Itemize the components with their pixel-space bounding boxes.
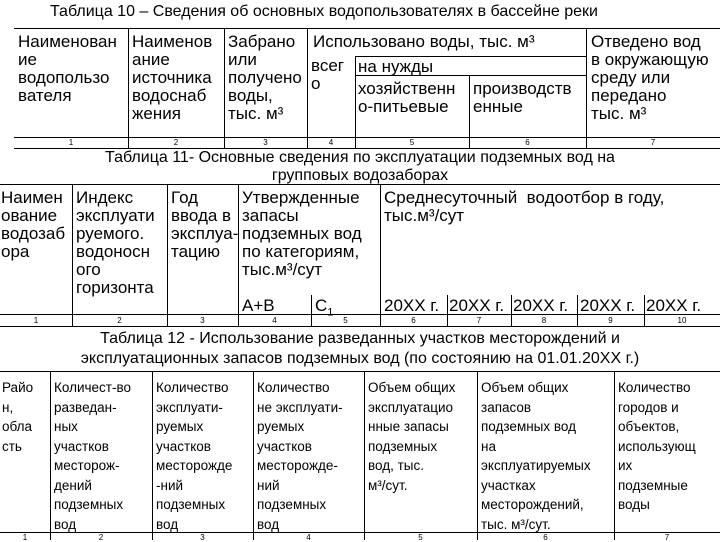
column-number: 3 bbox=[200, 316, 205, 325]
column-number: 7 bbox=[476, 316, 482, 325]
header-district: Райо н, обла сть bbox=[2, 380, 34, 454]
table-10-col-divider bbox=[355, 56, 356, 148]
table-10-col-divider bbox=[307, 28, 308, 148]
table-11-col-divider bbox=[380, 184, 381, 326]
table-12-col-divider bbox=[477, 371, 478, 540]
table-10-number-row-border bbox=[14, 137, 720, 138]
table-10-col-divider bbox=[469, 75, 470, 148]
header-production: производств енные bbox=[473, 79, 572, 116]
column-number: 3 bbox=[200, 533, 205, 542]
table-11-bottom-border bbox=[0, 326, 720, 327]
column-number: 10 bbox=[677, 316, 687, 325]
column-number: 4 bbox=[306, 533, 311, 542]
header-year: 20ХХ г. bbox=[646, 296, 702, 315]
table-12-col-divider bbox=[50, 371, 51, 540]
header-daily-withdrawal: Среднесуточный водоотбор в году, тыс.м³/сут bbox=[384, 188, 665, 225]
header-needs: на нужды bbox=[358, 57, 434, 76]
header-year: 20ХХ г. bbox=[513, 296, 569, 315]
column-number: 9 bbox=[608, 316, 613, 325]
column-number: 2 bbox=[98, 533, 104, 542]
header-discharged: Отведено вод в окружающую среду или передано тыс. м³ bbox=[591, 32, 709, 123]
table-11-title-line1: Таблица 11- Основные сведения по эксплуатации подземных вод на bbox=[105, 149, 615, 166]
header-user-name: Наименован ие водопользо вателя bbox=[18, 32, 117, 105]
header-exploited-reserves: Объем общих запасов подземных вод на эксплуатируемых участках месторождений, тыс. м³/сут. bbox=[481, 380, 591, 532]
table-12-col-divider bbox=[364, 371, 365, 540]
table-10-col-divider bbox=[128, 28, 129, 148]
header-total-reserves: Объем общих эксплуатацио нные запасы подземных вод, тыс. м³/сут. bbox=[368, 380, 456, 493]
table-11-top-border bbox=[0, 184, 720, 185]
table-10-top-border bbox=[14, 28, 720, 29]
column-number: 4 bbox=[272, 316, 277, 325]
header-aquifer-index: Индекс эксплуати руемого. водоносн ого горизонта bbox=[76, 188, 155, 297]
column-number: 6 bbox=[525, 138, 530, 147]
column-number: 8 bbox=[541, 316, 547, 325]
column-number: 1 bbox=[22, 533, 28, 542]
header-year: 20ХХ г. bbox=[384, 296, 440, 315]
column-number: 5 bbox=[418, 533, 423, 542]
column-number: 2 bbox=[117, 316, 122, 325]
header-exploited-sites: Количество эксплуати- руемых участков месторожде -ний подземных вод bbox=[156, 380, 233, 532]
header-source-name: Наименов ание источника водоснаб жения bbox=[132, 32, 213, 123]
header-explored-sites: Количест-во разведан- ных участков месторож- дений подземных вод bbox=[54, 380, 131, 532]
header-withdrawn: Забрано или получено воды, тыс. м³ bbox=[228, 32, 302, 123]
column-number: 5 bbox=[343, 316, 348, 325]
column-number: 5 bbox=[409, 138, 415, 147]
column-number: 3 bbox=[263, 138, 268, 147]
table-11-col-divider bbox=[167, 184, 168, 326]
table-12-col-divider bbox=[152, 371, 153, 540]
header-total: всег о bbox=[311, 56, 344, 93]
column-number: 1 bbox=[68, 138, 74, 147]
column-number: 1 bbox=[33, 316, 39, 325]
column-number: 2 bbox=[173, 138, 179, 147]
header-year: 20ХХ г. bbox=[449, 296, 505, 315]
header-category-c1: $С_1$ bbox=[315, 296, 334, 319]
table-12-top-border bbox=[0, 371, 720, 372]
header-unexploited-sites: Количество не эксплуати- руемых участков месторожде- ний подземных вод bbox=[257, 380, 343, 532]
table-10-title: Таблица 10 – Сведения об основных водопользователях в бассейне реки bbox=[50, 3, 598, 20]
table-12-title-line1: Таблица 12 - Использование разведанных участков месторождений и bbox=[100, 330, 620, 347]
header-intake-name: Наимен ование водозаб ора bbox=[1, 188, 66, 261]
column-number: 6 bbox=[411, 316, 416, 325]
header-category-ab: А+В bbox=[242, 296, 275, 315]
header-household: хозяйственн о-питьевые bbox=[358, 79, 456, 116]
table-12-col-divider bbox=[253, 371, 254, 540]
table-12-title-line2: эксплуатационных запасов подземных вод (по состоянию на 01.01.20ХХ г.) bbox=[80, 350, 640, 367]
header-commissioning-year: Год ввода в эксплуа- тацию bbox=[171, 188, 239, 261]
header-cities-objects: Количество городов и объектов, использующ их подземные воды bbox=[618, 380, 696, 512]
header-approved-reserves: Утвержденные запасы подземных вод по категориям, тыс.м³/сут bbox=[242, 188, 362, 279]
table-11-title-line2: групповых водозаборах bbox=[271, 167, 449, 184]
table-12-col-divider bbox=[614, 371, 615, 540]
column-number: 7 bbox=[664, 533, 670, 542]
column-number: 4 bbox=[328, 138, 334, 147]
column-number: 7 bbox=[650, 138, 656, 147]
table-10-col-divider bbox=[224, 28, 225, 148]
table-11-col-divider bbox=[72, 184, 73, 326]
header-year: 20ХХ г. bbox=[580, 296, 636, 315]
header-water-used: Использовано воды, тыс. м³ bbox=[313, 32, 535, 51]
column-number: 6 bbox=[543, 533, 548, 542]
table-10-col-divider bbox=[586, 28, 587, 148]
